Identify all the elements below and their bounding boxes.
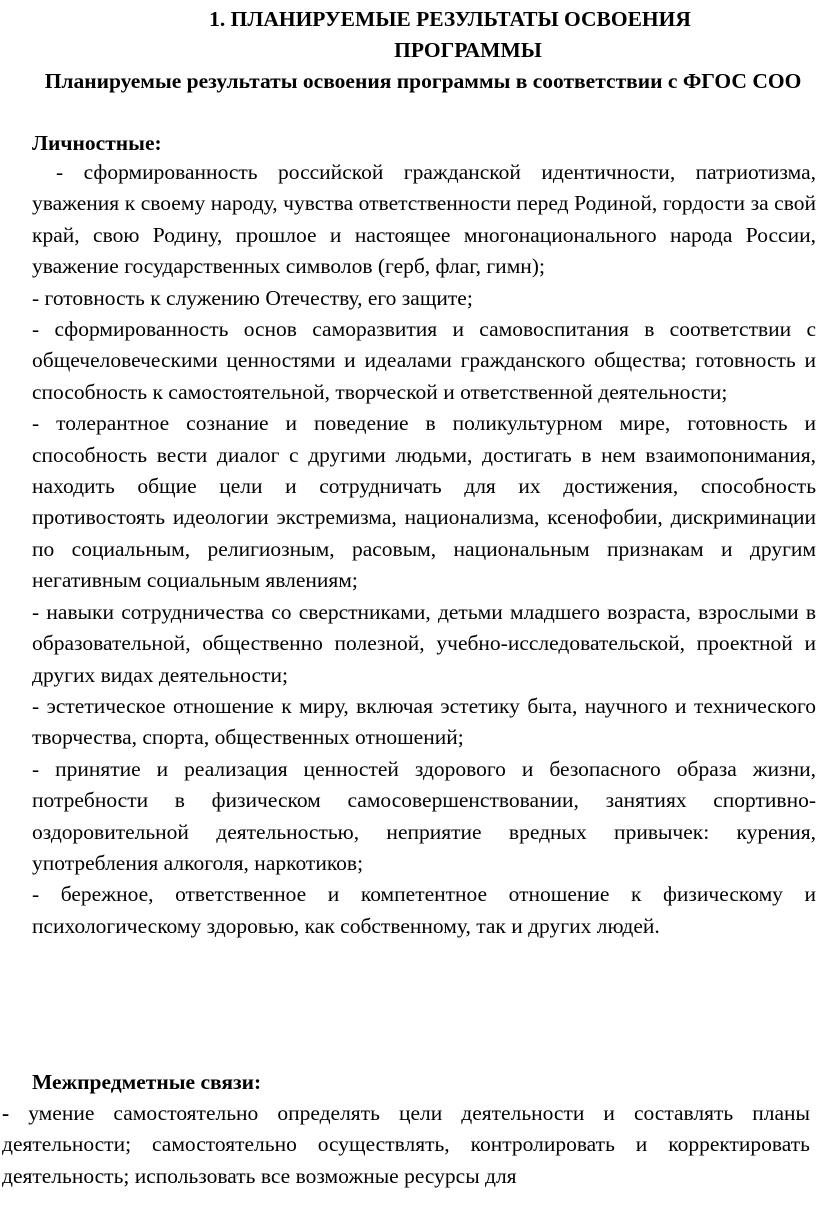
list-item: - бережное, ответственное и компетентное отношение к физическому и психологическому здоровью, как собственному, так и других людей.	[32, 882, 816, 938]
section-heading-line-2: ПРОГРАММЫ	[394, 38, 542, 62]
interdisciplinary-paragraph: умение самостоятельно определять цели деятельности и составлять планы деятельности; самостоятельно осуществлять, контролировать и корректировать деятельность; использовать все возможные ресурсы для	[2, 1101, 810, 1188]
personal-results-list	[32, 157, 816, 942]
interdisciplinary-title: Межпредметные связи:	[32, 1070, 262, 1094]
list-item: - толерантное сознание и поведение в поликультурном мире, готовность и способность вести диалог с другими людьми, достигать в нем взаимопонимания, находить общие цели и сотрудничать для их достижения, способность противостоять идеологии экстремизма, национализма, ксенофобии, дискриминации по социальным, религиозным, расовым, национальным признакам и другим негативным социальным явлениям;	[32, 411, 816, 593]
list-item: - принятие и реализация ценностей здорового и безопасного образа жизни, потребности в физическом самосовершенствовании, занятиях спортивно-оздоровительной деятельностью, неприятие вредных привычек: курения, употребления алкоголя, наркотиков;	[32, 756, 816, 875]
section-heading-line-1: 1. ПЛАНИРУЕМЫЕ РЕЗУЛЬТАТЫ ОСВОЕНИЯ	[209, 7, 691, 31]
list-item: - готовность к служению Отечеству, его защите;	[32, 285, 473, 310]
list-dash: -	[2, 1101, 10, 1125]
personal-results-title: Личностные:	[32, 131, 162, 155]
section-heading	[0, 4, 816, 66]
list-item: - сформированность российской гражданской идентичности, патриотизма, уважения к своему народу, чувства ответственности перед Родиной, гордости за свой край, свою Родину, прошлое и настоящее многонационального народа России, уважение государственных символов (герб, флаг, гимн);	[32, 160, 816, 279]
list-item: - навыки сотрудничества со сверстниками, детьми младшего возраста, взрослыми в образовательной, общественно полезной, учебно-исследовательской, проектной и других видах деятельности;	[32, 599, 816, 687]
interdisciplinary-text	[2, 1098, 810, 1192]
list-item: - эстетическое отношение к миру, включая эстетику быта, научного и технического творчества, спорта, общественных отношений;	[32, 693, 816, 750]
list-item: - сформированность основ саморазвития и самовоспитания в соответствии с общечеловеческими ценностями и идеалами гражданского общества; готовность и способность к самостоятельной, творческой и ответственной деятельности;	[32, 317, 816, 404]
section-subtitle: Планируемые результаты освоения программы в соответствии с ФГОС СОО	[44, 69, 802, 93]
